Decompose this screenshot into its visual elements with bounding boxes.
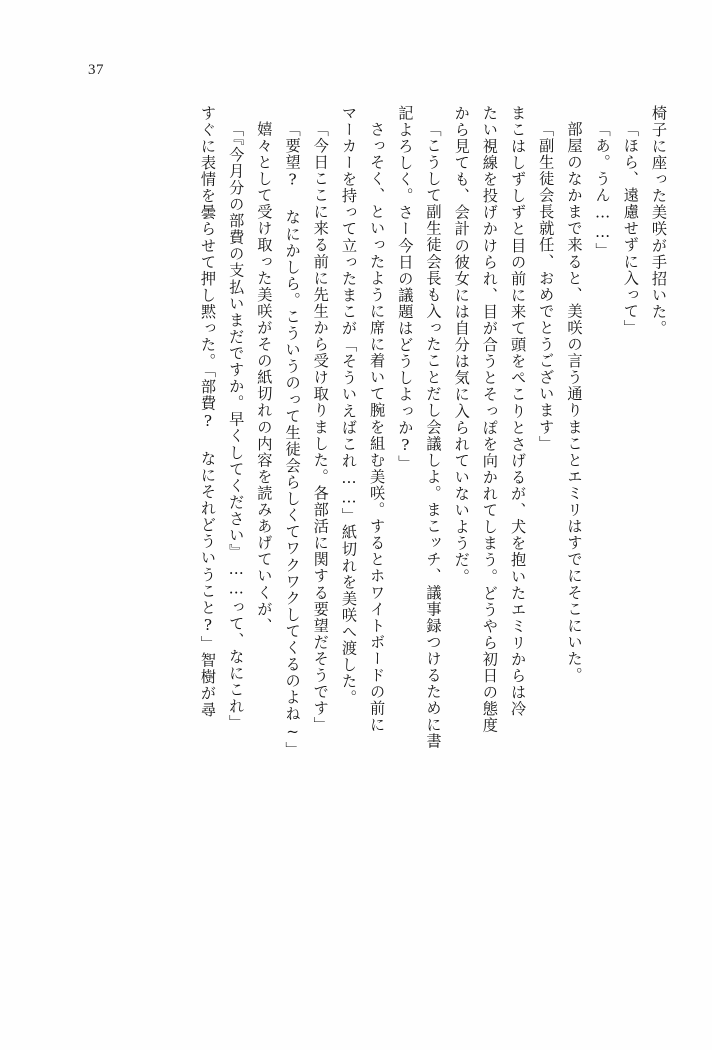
text-line: から見ても、会計の彼女には自分は気に入られていないようだ。: [452, 105, 471, 585]
text-line: 「あ。うん……」: [593, 121, 612, 259]
text-line: 「ほら、遠慮せずに入って」: [621, 121, 640, 337]
text-line: さっそく、といったように席に着いて腕を組む美咲。するとホワイトボードの前に: [368, 121, 387, 734]
text-line: 「『今月分の部費の支払いまだですか。早くしてください』……って、なにこれ」: [227, 121, 246, 732]
text-line: 椅子に座った美咲が手招いた。: [650, 105, 668, 337]
text-line: 「こうして副生徒会長も入ったことだし会議しよ。まこッチ、議事録つけるために書: [424, 121, 443, 750]
text-line: たい視線を投げかけられ、目が合うとそっぽを向かれてしまう。どうやら初日の態度: [480, 105, 499, 734]
text-line: マーカーを持って立ったまこが「そういえばこれ……」紙切れを美咲へ渡した。: [339, 105, 358, 707]
text-line: すぐに表情を曇らせて押し黙った。「部費? なにそれどういうこと?」智樹が尋: [199, 105, 217, 719]
text-line: 嬉々として受け取った美咲がその紙切れの内容を読みあげていくが、: [255, 121, 274, 635]
text-line: まこはしずしずと目の前に来て頭をぺこりとさげるが、犬を抱いたエミリからは冷: [509, 105, 528, 718]
text-line: 「要望? なにかしら。こういうのって生徒会らしくてワクワクしてくるのよね~」: [283, 121, 302, 759]
text-line: 「副生徒会長就任、おめでとうございます」: [537, 121, 556, 452]
page-number: 37: [88, 62, 104, 78]
vertical-text-body: [46, 105, 666, 985]
text-line: 記よろしく。さー今日の議題はどうしよっか?」: [396, 105, 415, 472]
text-line: 部屋のなかまで来ると、美咲の言う通りまことエミリはすでにそこにいた。: [565, 121, 584, 684]
text-line: 「今日ここに来る前に先生から受け取りました。各部活に関する要望だそうです」: [311, 121, 330, 734]
